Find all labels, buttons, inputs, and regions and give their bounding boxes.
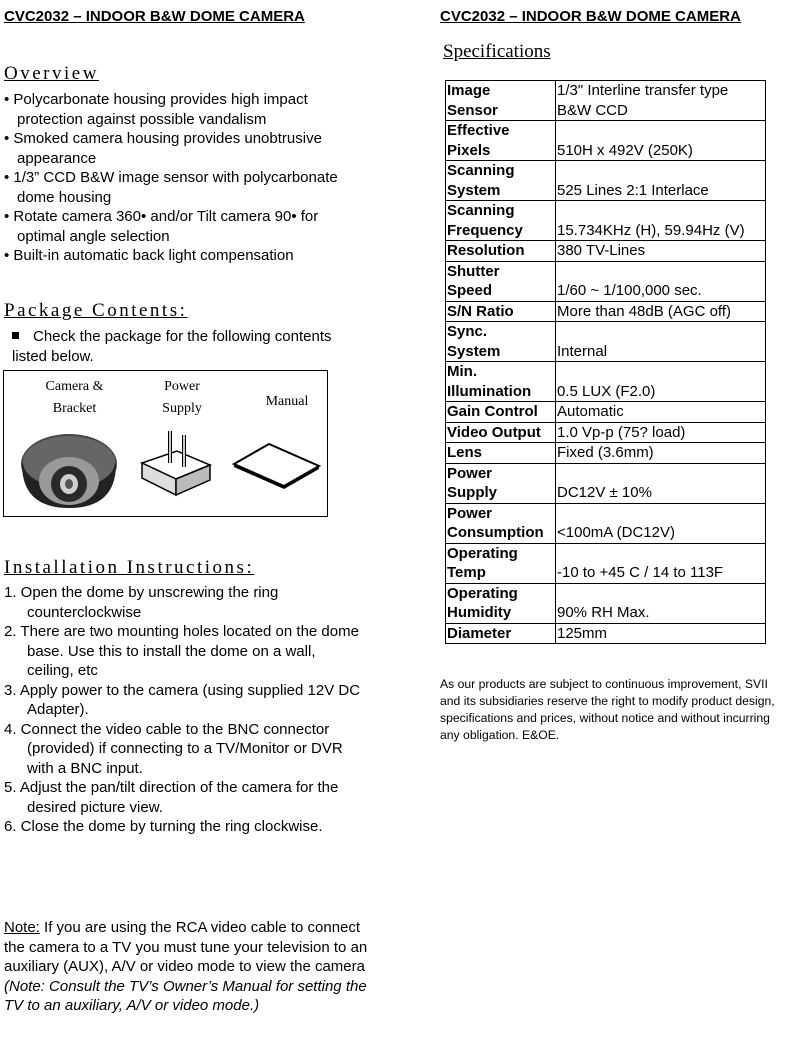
overview-list bbox=[4, 90, 364, 266]
spec-value: DC12V ± 10% bbox=[556, 463, 766, 503]
spec-key: Diameter bbox=[446, 623, 556, 644]
overview-item: • Built-in automatic back light compensation bbox=[4, 247, 294, 264]
package-item-label: Camera & bbox=[45, 379, 104, 394]
table-row bbox=[446, 201, 766, 241]
spec-key: Effective Pixels bbox=[446, 121, 556, 161]
table-row bbox=[446, 322, 766, 362]
installation-title: Installation Instructions: bbox=[4, 557, 255, 578]
disclaimer: As our products are subject to continuous improvement, SVII and its subsidiaries reserve the right to modify product design, specifications and prices, without notice and without incurring any obligation. E&OE. bbox=[440, 677, 775, 742]
spec-key: Scanning System bbox=[446, 161, 556, 201]
spec-value: 1/3" Interline transfer type B&W CCD bbox=[556, 81, 766, 121]
spec-key: Lens bbox=[446, 443, 556, 464]
spec-key: S/N Ratio bbox=[446, 301, 556, 322]
overview-item: • Rotate camera 360• and/or Tilt camera 90• for optimal angle selection bbox=[4, 208, 319, 245]
spec-value: -10 to +45 C / 14 to 113F bbox=[556, 543, 766, 583]
specifications-table bbox=[445, 80, 766, 644]
package-item-label: Manual bbox=[265, 394, 309, 409]
table-row bbox=[446, 362, 766, 402]
note-label: Note: bbox=[4, 919, 40, 936]
spec-value: 1.0 Vp-p (75? load) bbox=[556, 422, 766, 443]
spec-key: Power Supply bbox=[446, 463, 556, 503]
spec-value: More than 48dB (AGC off) bbox=[556, 301, 766, 322]
spec-value: 125mm bbox=[556, 623, 766, 644]
spec-key: Image Sensor bbox=[446, 81, 556, 121]
overview-item: • Smoked camera housing provides unobtrusive appearance bbox=[4, 130, 322, 167]
spec-key: Power Consumption bbox=[446, 503, 556, 543]
spec-value: <100mA (DC12V) bbox=[556, 503, 766, 543]
spec-value: 380 TV-Lines bbox=[556, 241, 766, 262]
package-instruction-text: Check the package for the following contents listed below. bbox=[12, 328, 332, 365]
spec-value: Fixed (3.6mm) bbox=[556, 443, 766, 464]
square-bullet-icon bbox=[12, 332, 19, 339]
installation-step: 6. Close the dome by turning the ring clockwise. bbox=[4, 818, 323, 835]
installation-step: 2. There are two mounting holes located on the dome base. Use this to install the dome on a wall, ceiling, etc bbox=[4, 623, 359, 679]
specifications-title: Specifications bbox=[443, 41, 551, 62]
table-row bbox=[446, 121, 766, 161]
installation-step: 4. Connect the video cable to the BNC connector (provided) if connecting to a TV/Monitor or DVR with a BNC input. bbox=[4, 720, 343, 777]
note-italic: (Note: Consult the TV’s Owner’s Manual for setting the TV to an auxiliary, A/V or video mode.) bbox=[4, 977, 367, 1014]
spec-value: 0.5 LUX (F2.0) bbox=[556, 362, 766, 402]
table-row bbox=[446, 463, 766, 503]
spec-value: 510H x 492V (250K) bbox=[556, 121, 766, 161]
spec-key: Resolution bbox=[446, 241, 556, 262]
table-row bbox=[446, 443, 766, 464]
spec-key: Min. Illumination bbox=[446, 362, 556, 402]
spec-key: Shutter Speed bbox=[446, 261, 556, 301]
spec-value: 1/60 ~ 1/100,000 sec. bbox=[556, 261, 766, 301]
package-item-label: Bracket bbox=[52, 401, 97, 416]
package-contents-box bbox=[3, 370, 328, 517]
spec-key: Scanning Frequency bbox=[446, 201, 556, 241]
installation-step: 1. Open the dome by unscrewing the ring counterclockwise bbox=[4, 584, 279, 621]
spec-value: 90% RH Max. bbox=[556, 583, 766, 623]
package-item-manual bbox=[242, 391, 332, 413]
spec-value: 15.734KHz (H), 59.94Hz (V) bbox=[556, 201, 766, 241]
installation-list bbox=[4, 583, 364, 837]
overview-item: • Polycarbonate housing provides high impact protection against possible vandalism bbox=[4, 91, 308, 128]
overview-item: • 1/3” CCD B&W image sensor with polycarbonate dome housing bbox=[4, 169, 338, 206]
table-row bbox=[446, 261, 766, 301]
spec-key: Gain Control bbox=[446, 402, 556, 423]
table-row bbox=[446, 422, 766, 443]
table-row bbox=[446, 301, 766, 322]
package-title: Package Contents: bbox=[4, 300, 188, 321]
note-paragraph bbox=[4, 918, 374, 1016]
spec-key: Operating Temp bbox=[446, 543, 556, 583]
installation-step: 5. Adjust the pan/tilt direction of the camera for the desired picture view. bbox=[4, 779, 339, 816]
manual-icon bbox=[229, 436, 324, 491]
package-instruction bbox=[12, 327, 357, 366]
dome-camera-icon bbox=[14, 426, 124, 511]
spec-value: Automatic bbox=[556, 402, 766, 423]
package-item-power bbox=[122, 376, 242, 420]
header-right: CVC2032 – INDOOR B&W DOME CAMERA bbox=[440, 8, 741, 25]
table-row bbox=[446, 583, 766, 623]
note-text: If you are using the RCA video cable to connect the camera to a TV you must tune your television to an auxiliary (AUX), A/V or video mode to view the camera bbox=[4, 919, 368, 975]
spec-value: 525 Lines 2:1 Interlace bbox=[556, 161, 766, 201]
installation-step: 3. Apply power to the camera (using supplied 12V DC Adapter). bbox=[4, 681, 361, 718]
table-row bbox=[446, 402, 766, 423]
package-item-label: Supply bbox=[162, 401, 202, 416]
spec-value: Internal bbox=[556, 322, 766, 362]
package-item-camera bbox=[12, 376, 137, 420]
table-row bbox=[446, 241, 766, 262]
header-left: CVC2032 – INDOOR B&W DOME CAMERA bbox=[4, 8, 305, 25]
power-adapter-icon bbox=[132, 423, 217, 498]
overview-title: Overview bbox=[4, 63, 99, 84]
package-item-label: Power bbox=[164, 379, 200, 394]
table-row bbox=[446, 161, 766, 201]
table-row bbox=[446, 81, 766, 121]
table-row bbox=[446, 503, 766, 543]
spec-key: Operating Humidity bbox=[446, 583, 556, 623]
spec-key: Video Output bbox=[446, 422, 556, 443]
spec-key: Sync. System bbox=[446, 322, 556, 362]
table-row bbox=[446, 543, 766, 583]
table-row bbox=[446, 623, 766, 644]
